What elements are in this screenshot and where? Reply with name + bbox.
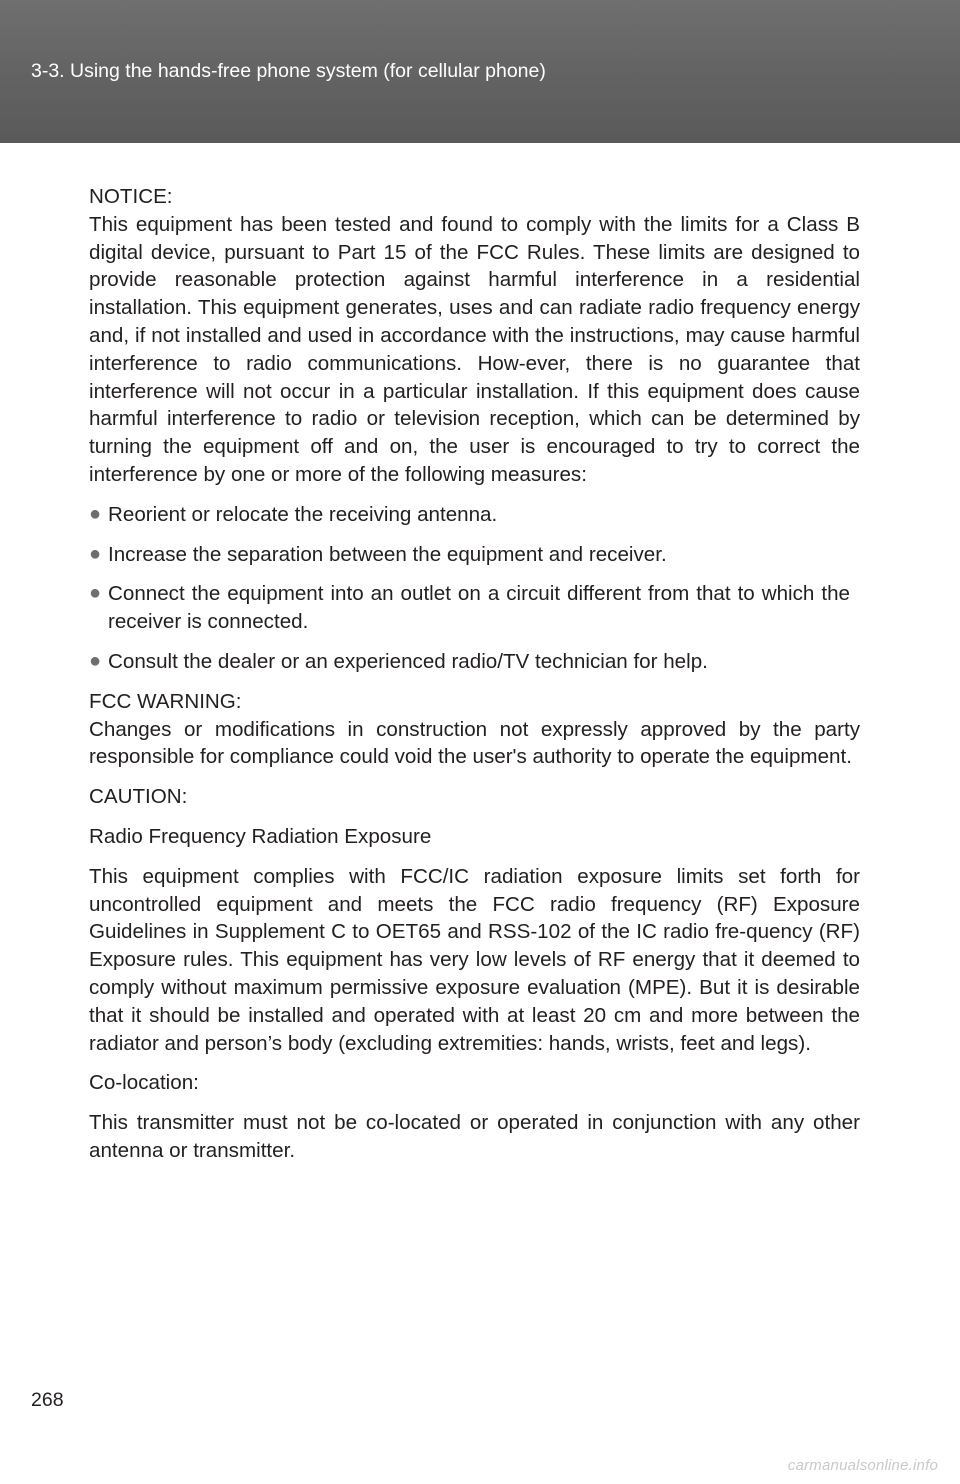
colocation-body: This transmitter must not be co-located or operated in conjunction with any other antenna or transmitter. <box>89 1111 860 1162</box>
bullet-icon: ● <box>89 582 102 605</box>
list-item <box>89 501 860 529</box>
bullet-icon: ● <box>89 649 102 672</box>
list-item-text: Consult the dealer or an experienced radio/TV technician for help. <box>108 649 708 673</box>
page-header-bar <box>0 0 960 143</box>
bullet-icon: ● <box>89 502 102 525</box>
fcc-warning-block <box>89 688 860 771</box>
colocation-heading: Co-location: <box>89 1071 199 1095</box>
measures-list <box>89 501 860 676</box>
fcc-warning-body: Changes or modifications in construction not expressly approved by the party responsible for compliance could void the user's authority to operate the equipment. <box>89 717 860 769</box>
section-title: 3-3. Using the hands-free phone system (for cellular phone) <box>31 60 546 82</box>
bullet-icon: ● <box>89 542 102 565</box>
list-item <box>89 541 860 569</box>
list-item-text: Increase the separation between the equipment and receiver. <box>108 542 667 566</box>
caution-subheading: Radio Frequency Radiation Exposure <box>89 824 432 848</box>
notice-body: This equipment has been tested and found to comply with the limits for a Class B digital device, pursuant to Part 15 of the FCC Rules. These limits are designed to provide reasonable protection against harmful interference in a residential installation. This equipment generates, uses and can radiate radio frequency energy and, if not installed and used in accordance with the instructions, may cause harmful interference to radio communications. How-ever, there is no guarantee that interference will not occur in a particular installation. If this equipment does cause harmful interference to radio or television reception, which can be determined by turning the equipment off and on, the user is encouraged to try to correct the interference by one or more of the following measures: <box>89 212 860 486</box>
caution-body: This equipment complies with FCC/IC radiation exposure limits set forth for uncontrolled equipment and meets the FCC radio frequency (RF) Exposure Guidelines in Supplement C to OET65 and RSS-102 of the IC radio fre-quency (RF) Exposure rules. This equipment has very low levels of RF energy that it deemed to comply without maximum permissive exposure evaluation (MPE). But it is desirable that it should be installed and operated with at least 20 cm and more between the radiator and person’s body (excluding extremities: hands, wrists, feet and legs). <box>89 864 860 1055</box>
page-content <box>89 183 860 1177</box>
list-item-text: Reorient or relocate the receiving antenna. <box>108 502 498 526</box>
list-item <box>89 580 860 636</box>
list-item-text: Connect the equipment into an outlet on a circuit different from that to which the receiver is connected. <box>108 582 850 634</box>
page-number: 268 <box>31 1389 64 1411</box>
caution-heading: CAUTION: <box>89 785 188 809</box>
list-item <box>89 648 860 676</box>
fcc-warning-heading: FCC WARNING: <box>89 689 242 713</box>
notice-block <box>89 183 860 489</box>
notice-heading: NOTICE: <box>89 185 173 208</box>
site-watermark: carmanualsonline.info <box>787 1457 938 1474</box>
